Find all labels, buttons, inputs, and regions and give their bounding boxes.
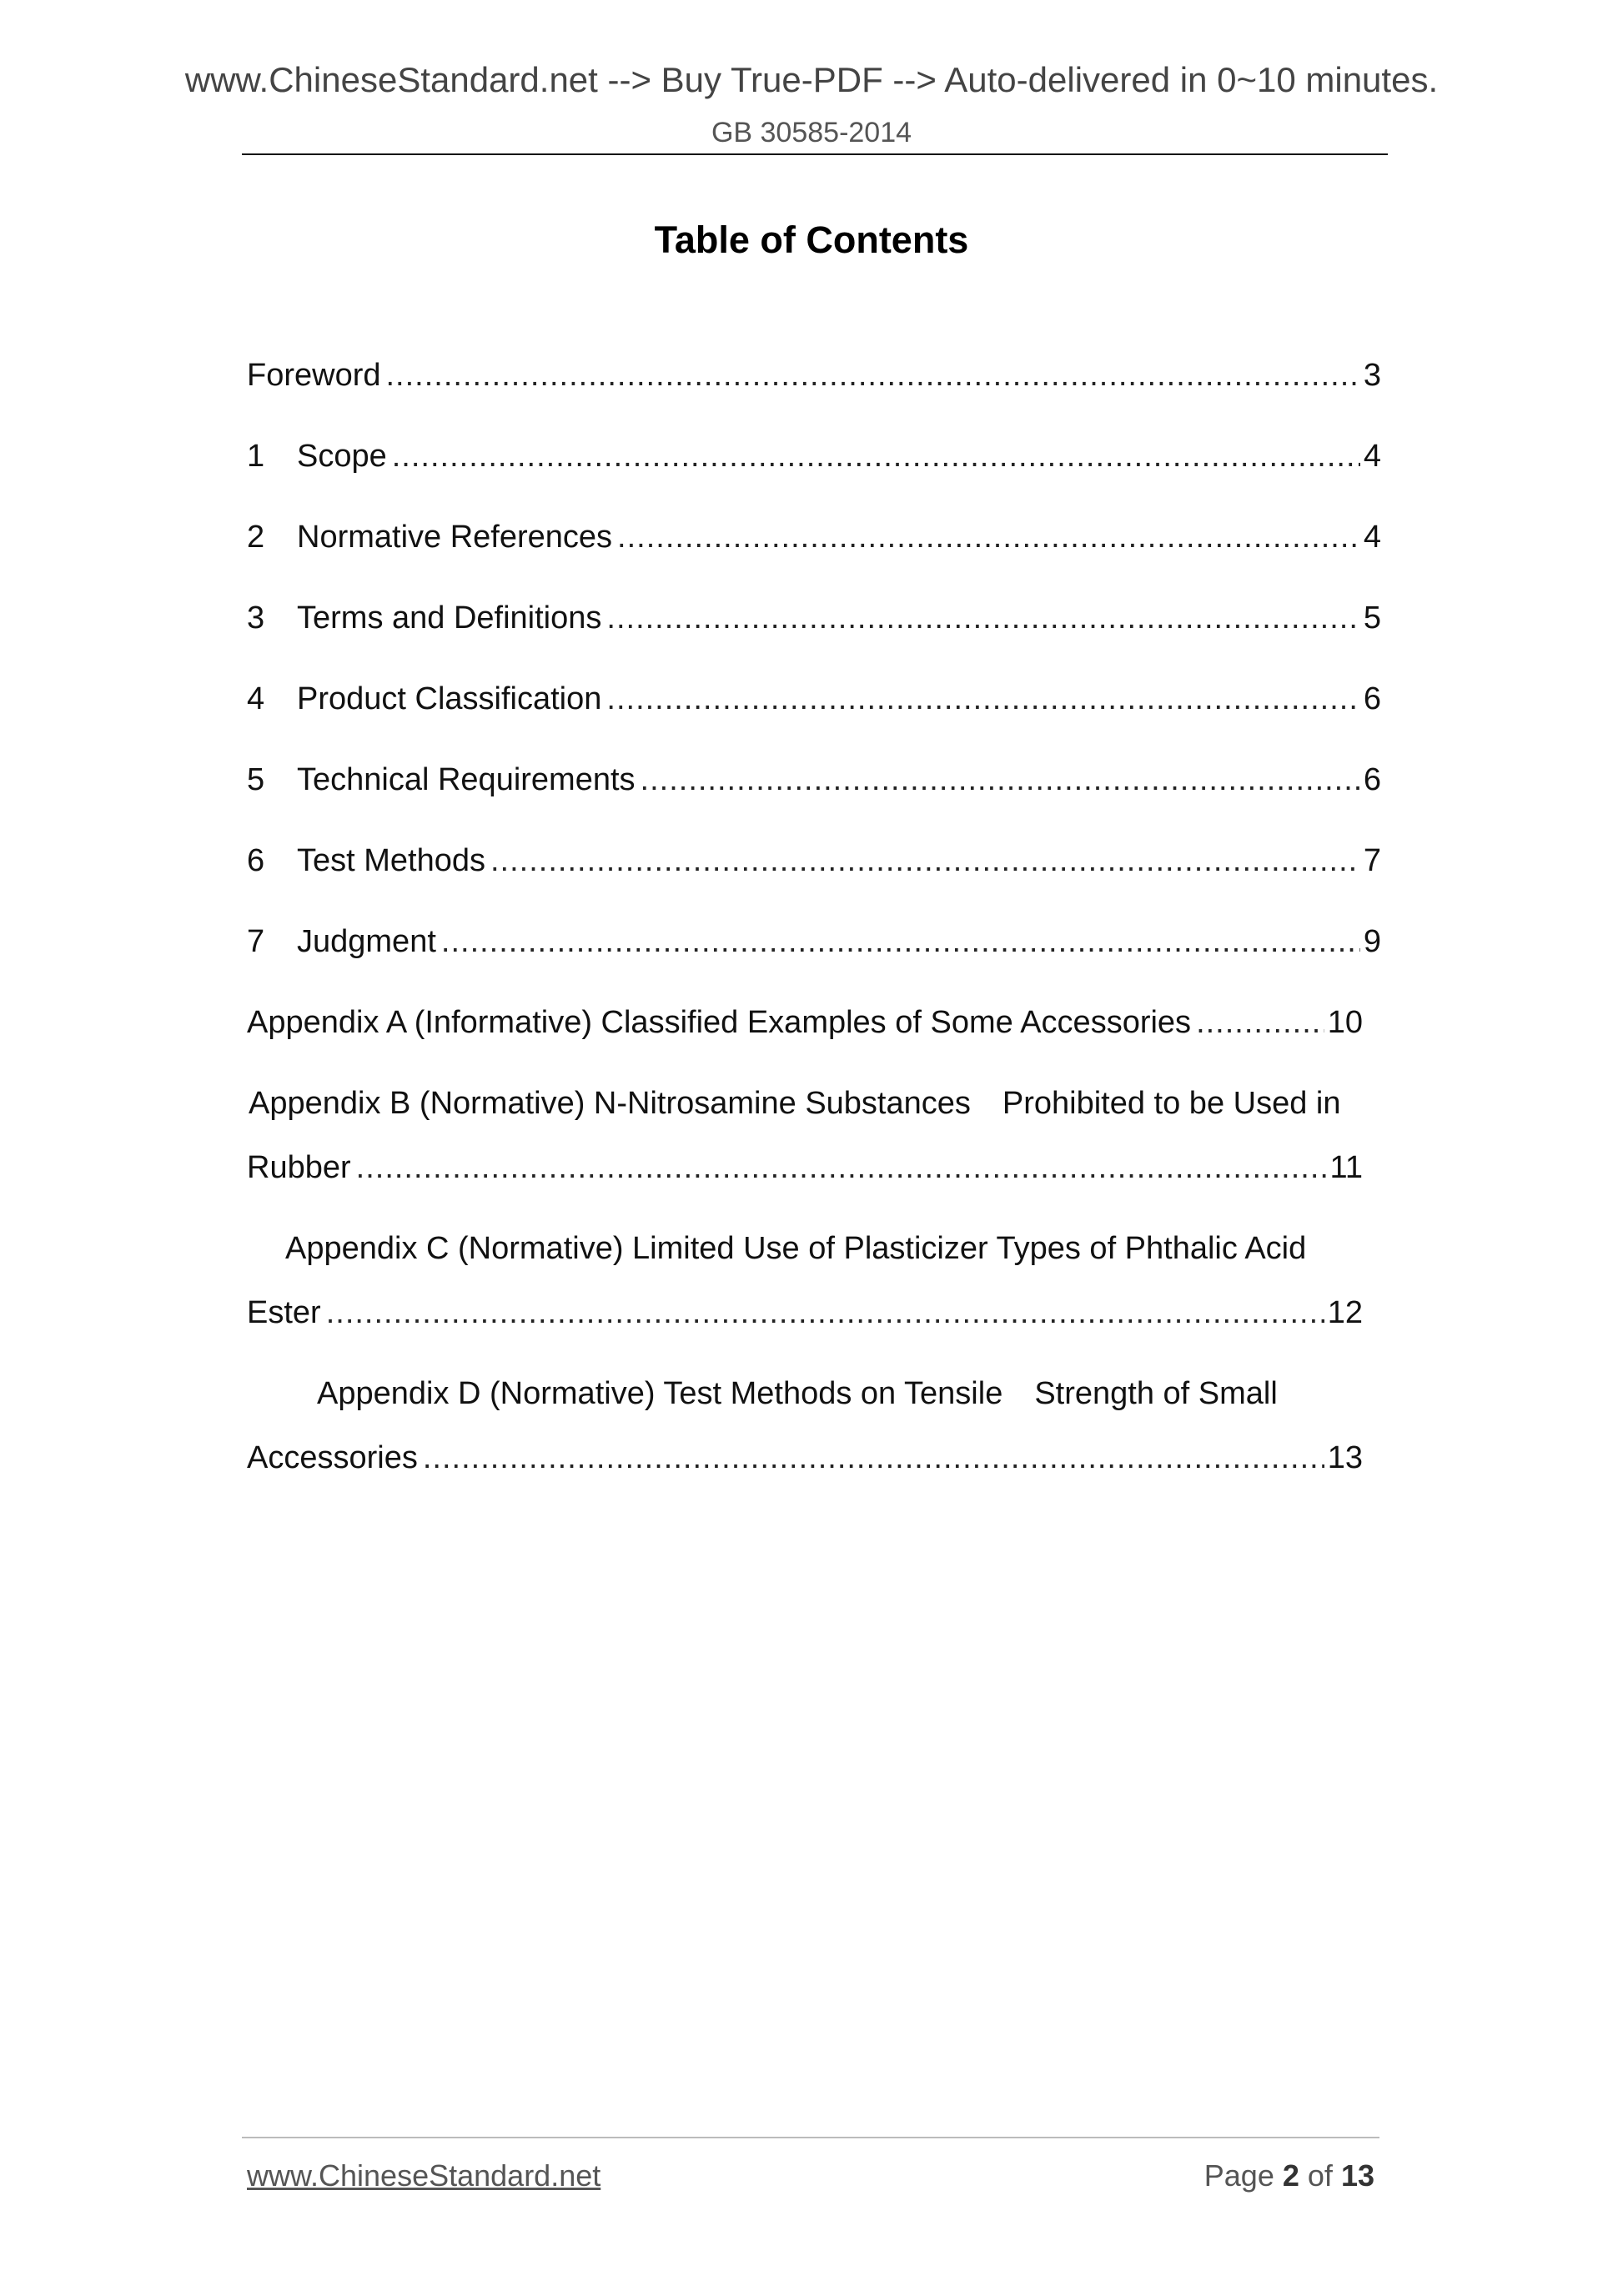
toc-entry-page: 6 [1363, 762, 1381, 797]
toc-entry-appendix-b[interactable] [247, 1146, 1363, 1189]
toc-entry-label: Rubber [247, 1150, 351, 1185]
page-indicator [1204, 2158, 1374, 2193]
dot-leader [606, 677, 1359, 721]
toc-entry-technical-requirements[interactable] [247, 758, 1381, 801]
toc-entry-page: 9 [1363, 924, 1381, 959]
toc-entry-page: 12 [1327, 1295, 1363, 1330]
toc-entry-label: Judgment [297, 924, 436, 959]
header-banner: www.ChineseStandard.net --> Buy True-PDF --> Auto-delivered in 0~10 minutes. [184, 60, 1439, 99]
toc-entry-label: Ester [247, 1295, 321, 1330]
footer-site-link[interactable]: www.ChineseStandard.net [247, 2158, 601, 2193]
toc-entry-label: Scope [297, 439, 387, 474]
dot-leader [490, 839, 1360, 882]
toc-entry-product-classification[interactable] [247, 677, 1381, 721]
dot-leader [392, 435, 1360, 478]
toc-entry-appendix-d[interactable] [247, 1436, 1363, 1480]
toc-entry-label: Technical Requirements [297, 762, 636, 797]
toc-entry-label: Product Classification [297, 681, 602, 716]
toc-entry-label: Test Methods [297, 843, 485, 878]
toc-entry-label: Appendix A (Informative) Classified Examples of Some Accessories [247, 1005, 1192, 1040]
toc-entry-number: 7 [247, 924, 265, 959]
page-of: of [1307, 2158, 1333, 2193]
page-prefix: Page [1203, 2158, 1274, 2193]
dot-leader [441, 920, 1360, 963]
toc-entry-number: 6 [247, 843, 265, 878]
toc-entry-page: 11 [1329, 1150, 1363, 1185]
dot-leader [386, 354, 1360, 397]
dot-leader [423, 1436, 1324, 1480]
toc-entry-label: Terms and Definitions [297, 600, 602, 636]
toc-entry-page: 5 [1363, 600, 1381, 636]
toc-entry-label: Foreword [247, 358, 381, 393]
toc-entry-number: 3 [247, 600, 265, 636]
dot-leader [641, 758, 1360, 801]
toc-entry-appendix-a[interactable] [247, 1001, 1363, 1044]
toc-entry-number: 1 [247, 439, 265, 474]
toc-entry-appendix-b-line1[interactable]: Appendix B (Normative) N-Nitrosamine Substances Prohibited to be Used in [249, 1086, 1341, 1121]
header-divider [242, 153, 1388, 155]
toc-entry-appendix-c-line1[interactable]: Appendix C (Normative) Limited Use of Plasticizer Types of Phthalic Acid [285, 1231, 1307, 1266]
toc-entry-page: 13 [1327, 1440, 1363, 1475]
toc-entry-number: 4 [247, 681, 265, 716]
toc-entry-page: 6 [1363, 681, 1381, 716]
toc-entry-number: 5 [247, 762, 265, 797]
current-page-number: 2 [1282, 2158, 1299, 2193]
standard-id: GB 30585-2014 [711, 117, 912, 148]
total-page-count: 13 [1340, 2158, 1374, 2193]
toc-entry-scope[interactable] [247, 435, 1381, 478]
toc-entry-page: 4 [1363, 439, 1381, 474]
dot-leader [606, 596, 1359, 640]
dot-leader [617, 515, 1360, 559]
toc-entry-test-methods[interactable] [247, 839, 1381, 882]
dot-leader [326, 1291, 1324, 1334]
toc-entry-judgment[interactable] [247, 920, 1381, 963]
toc-entry-number: 2 [247, 520, 265, 555]
toc-entry-appendix-c[interactable] [247, 1291, 1363, 1334]
toc-entry-foreword[interactable] [247, 354, 1381, 397]
toc-entry-normative-references[interactable] [247, 515, 1381, 559]
toc-entry-terms-and-definitions[interactable] [247, 596, 1381, 640]
toc-entry-page: 4 [1363, 520, 1381, 555]
page-title: Table of Contents [654, 219, 969, 261]
footer-divider [242, 2137, 1379, 2138]
toc-entry-page: 7 [1363, 843, 1381, 878]
dot-leader [1196, 1001, 1324, 1044]
toc-entry-page: 3 [1363, 358, 1381, 393]
dot-leader [356, 1146, 1327, 1189]
toc-entry-page: 10 [1327, 1005, 1363, 1040]
toc-entry-label: Normative References [297, 520, 613, 555]
toc-entry-appendix-d-line1[interactable]: Appendix D (Normative) Test Methods on Tensile Strength of Small [317, 1376, 1278, 1411]
toc-entry-label: Accessories [247, 1440, 418, 1475]
